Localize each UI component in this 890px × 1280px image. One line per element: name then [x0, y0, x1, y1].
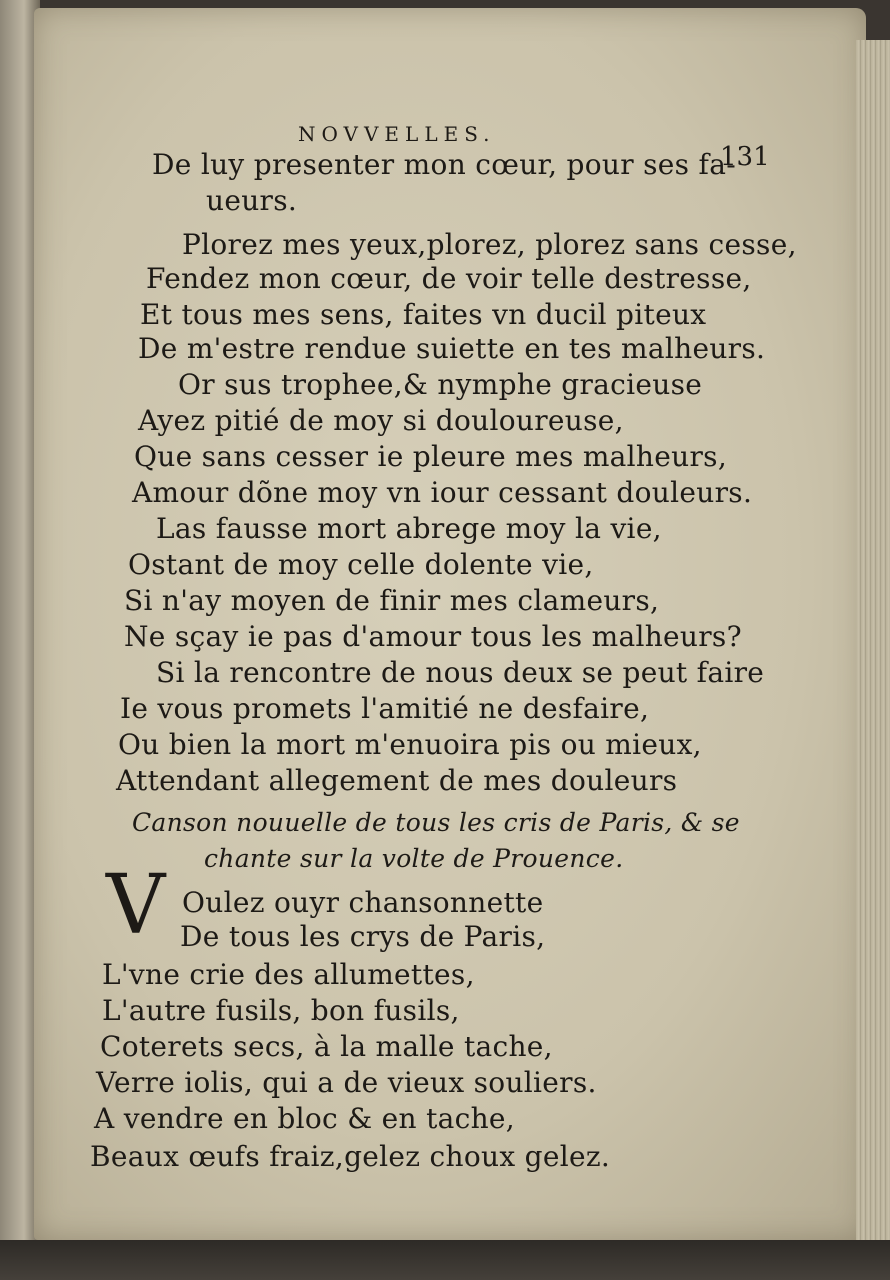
text-line: Que sans cesser ie pleure mes malheurs, — [134, 440, 728, 473]
text-line: Ostant de moy celle dolente vie, — [128, 548, 594, 581]
text-line: Si la rencontre de nous deux se peut faire — [156, 656, 765, 689]
text-line: Or sus trophee,& nymphe gracieuse — [178, 368, 703, 401]
song-line: Oulez ouyr chansonnette — [182, 886, 544, 919]
text-line: De luy presenter mon cœur, pour ses fa- — [152, 148, 736, 181]
song-line: De tous les crys de Paris, — [180, 920, 546, 953]
text-line: ueurs. — [206, 184, 298, 217]
text-line: Et tous mes sens, faites vn ducil piteux — [140, 298, 707, 331]
song-line: L'autre fusils, bon fusils, — [102, 994, 460, 1027]
song-line: Coterets secs, à la malle tache, — [100, 1030, 553, 1063]
song-line: Beaux œufs fraiz,gelez choux gelez. — [90, 1140, 611, 1173]
text-line: Amour dõne moy vn iour cessant douleurs. — [132, 476, 753, 509]
text-line: Attendant allegement de mes douleurs — [116, 764, 678, 797]
text-line: Ayez pitié de moy si douloureuse, — [138, 404, 624, 437]
song-line: A vendre en bloc & en tache, — [94, 1102, 516, 1135]
song-title-line: chante sur la volte de Prouence. — [204, 844, 624, 873]
text-line: Las fausse mort abrege moy la vie, — [156, 512, 662, 545]
page-number: 131 — [720, 142, 770, 172]
running-head: NOVVELLES. — [298, 122, 496, 146]
text-line: Plorez mes yeux,plorez, plorez sans cesse, — [182, 228, 797, 261]
song-line: Verre iolis, qui a de vieux souliers. — [96, 1066, 597, 1099]
text-line: Ou bien la mort m'enuoira pis ou mieux, — [118, 728, 702, 761]
text-line: De m'estre rendue suiette en tes malheurs. — [138, 332, 766, 365]
drop-cap: V — [106, 858, 166, 953]
song-title-line: Canson nouuelle de tous les cris de Paris, & se — [132, 808, 740, 837]
text-line: Ie vous promets l'amitié ne desfaire, — [120, 692, 650, 725]
text-line: Si n'ay moyen de finir mes clameurs, — [124, 584, 660, 617]
song-line: L'vne crie des allumettes, — [102, 958, 475, 991]
text-line: Fendez mon cœur, de voir telle destresse, — [146, 262, 752, 295]
text-line: Ne sçay ie pas d'amour tous les malheurs? — [124, 620, 742, 653]
